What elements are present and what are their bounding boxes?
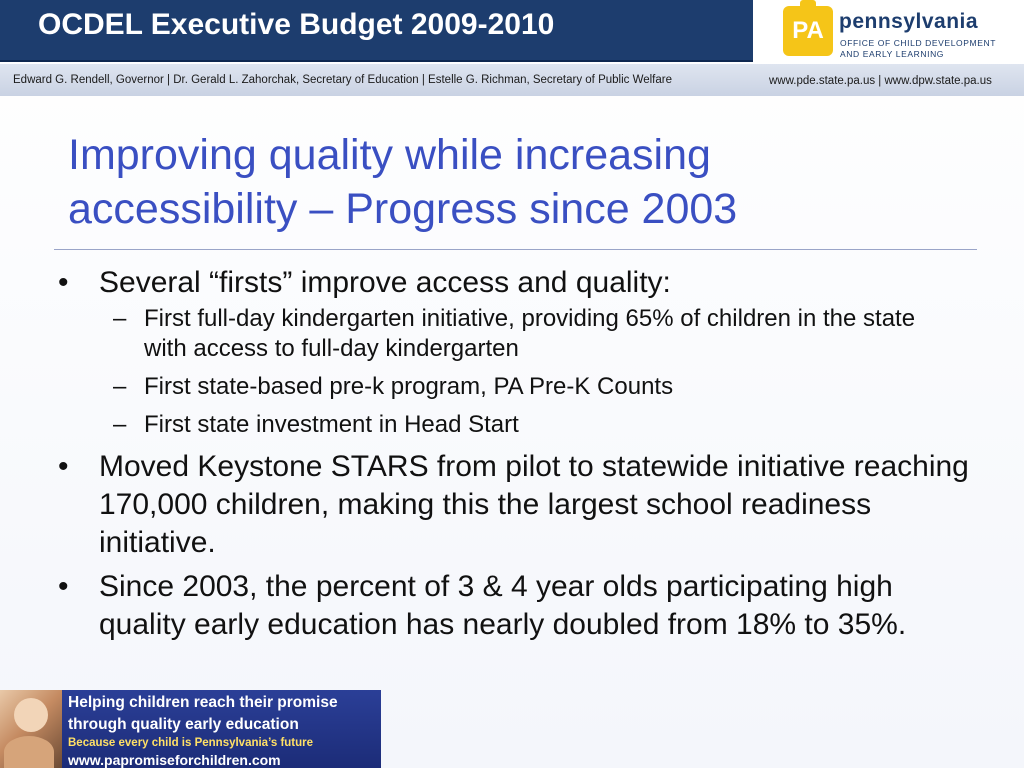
footer-website-link[interactable]: www.papromiseforchildren.com	[68, 752, 281, 768]
title-divider	[54, 249, 977, 250]
keystone-icon	[783, 6, 833, 56]
bullet-text: Moved Keystone STARS from pilot to statewide initiative reaching 170,000 children, making this the largest school readiness initiative.	[99, 450, 969, 559]
logo-wordmark: pennsylvania	[839, 10, 979, 33]
sub-bullet-text: First state investment in Head Start	[144, 411, 519, 438]
footer-slogan-line2: through quality early education	[68, 716, 299, 733]
sub-bullet-text: First state-based pre-k program, PA Pre-K Counts	[144, 373, 674, 400]
sub-bullet-text: First full-day kindergarten initiative, providing 65% of children in the state with access to full-day kindergarten	[144, 305, 916, 362]
logo-abbreviation: PA	[792, 17, 824, 44]
slide-title-line2: accessibility – Progress since 2003	[68, 185, 738, 233]
bullet-marker: •	[58, 570, 69, 603]
sub-bullet-item	[0, 304, 1024, 364]
footer-slogan-line1: Helping children reach their promise	[68, 694, 338, 711]
header-bar	[0, 0, 753, 62]
dash-marker: –	[113, 373, 127, 400]
slide-title	[68, 128, 968, 236]
info-bar	[0, 64, 1024, 96]
logo-subtitle-line1: OFFICE OF CHILD DEVELOPMENT	[840, 38, 996, 48]
dash-marker: –	[113, 305, 127, 332]
officials-text: Edward G. Rendell, Governor | Dr. Gerald L. Zahorchak, Secretary of Education | Estelle G. Richman, Secretary of Public Welfare	[13, 74, 672, 86]
bullet-list	[0, 264, 1024, 646]
dash-marker: –	[113, 411, 127, 438]
websites-link[interactable]: www.pde.state.pa.us | www.dpw.state.pa.us	[769, 75, 992, 87]
bullet-item	[0, 568, 1024, 644]
logo-subtitle-line2: AND EARLY LEARNING	[840, 49, 945, 59]
bullet-text: Since 2003, the percent of 3 & 4 year olds participating high quality early education has nearly doubled from 18% to 35%.	[99, 570, 907, 641]
bullet-item	[0, 448, 1024, 562]
sub-bullet-item	[0, 372, 1024, 402]
family-photo	[0, 690, 62, 768]
header-title: OCDEL Executive Budget 2009-2010	[38, 8, 555, 41]
bullet-marker: •	[58, 450, 69, 483]
bullet-text: Several “firsts” improve access and quality:	[99, 266, 671, 299]
sub-bullet-item	[0, 410, 1024, 440]
footer-tagline: Because every child is Pennsylvania’s future	[68, 737, 314, 749]
footer-banner	[0, 690, 381, 768]
bullet-marker: •	[58, 266, 69, 299]
pa-logo	[753, 0, 1024, 64]
bullet-item	[0, 264, 1024, 302]
slide-title-line1: Improving quality while increasing	[68, 131, 711, 179]
